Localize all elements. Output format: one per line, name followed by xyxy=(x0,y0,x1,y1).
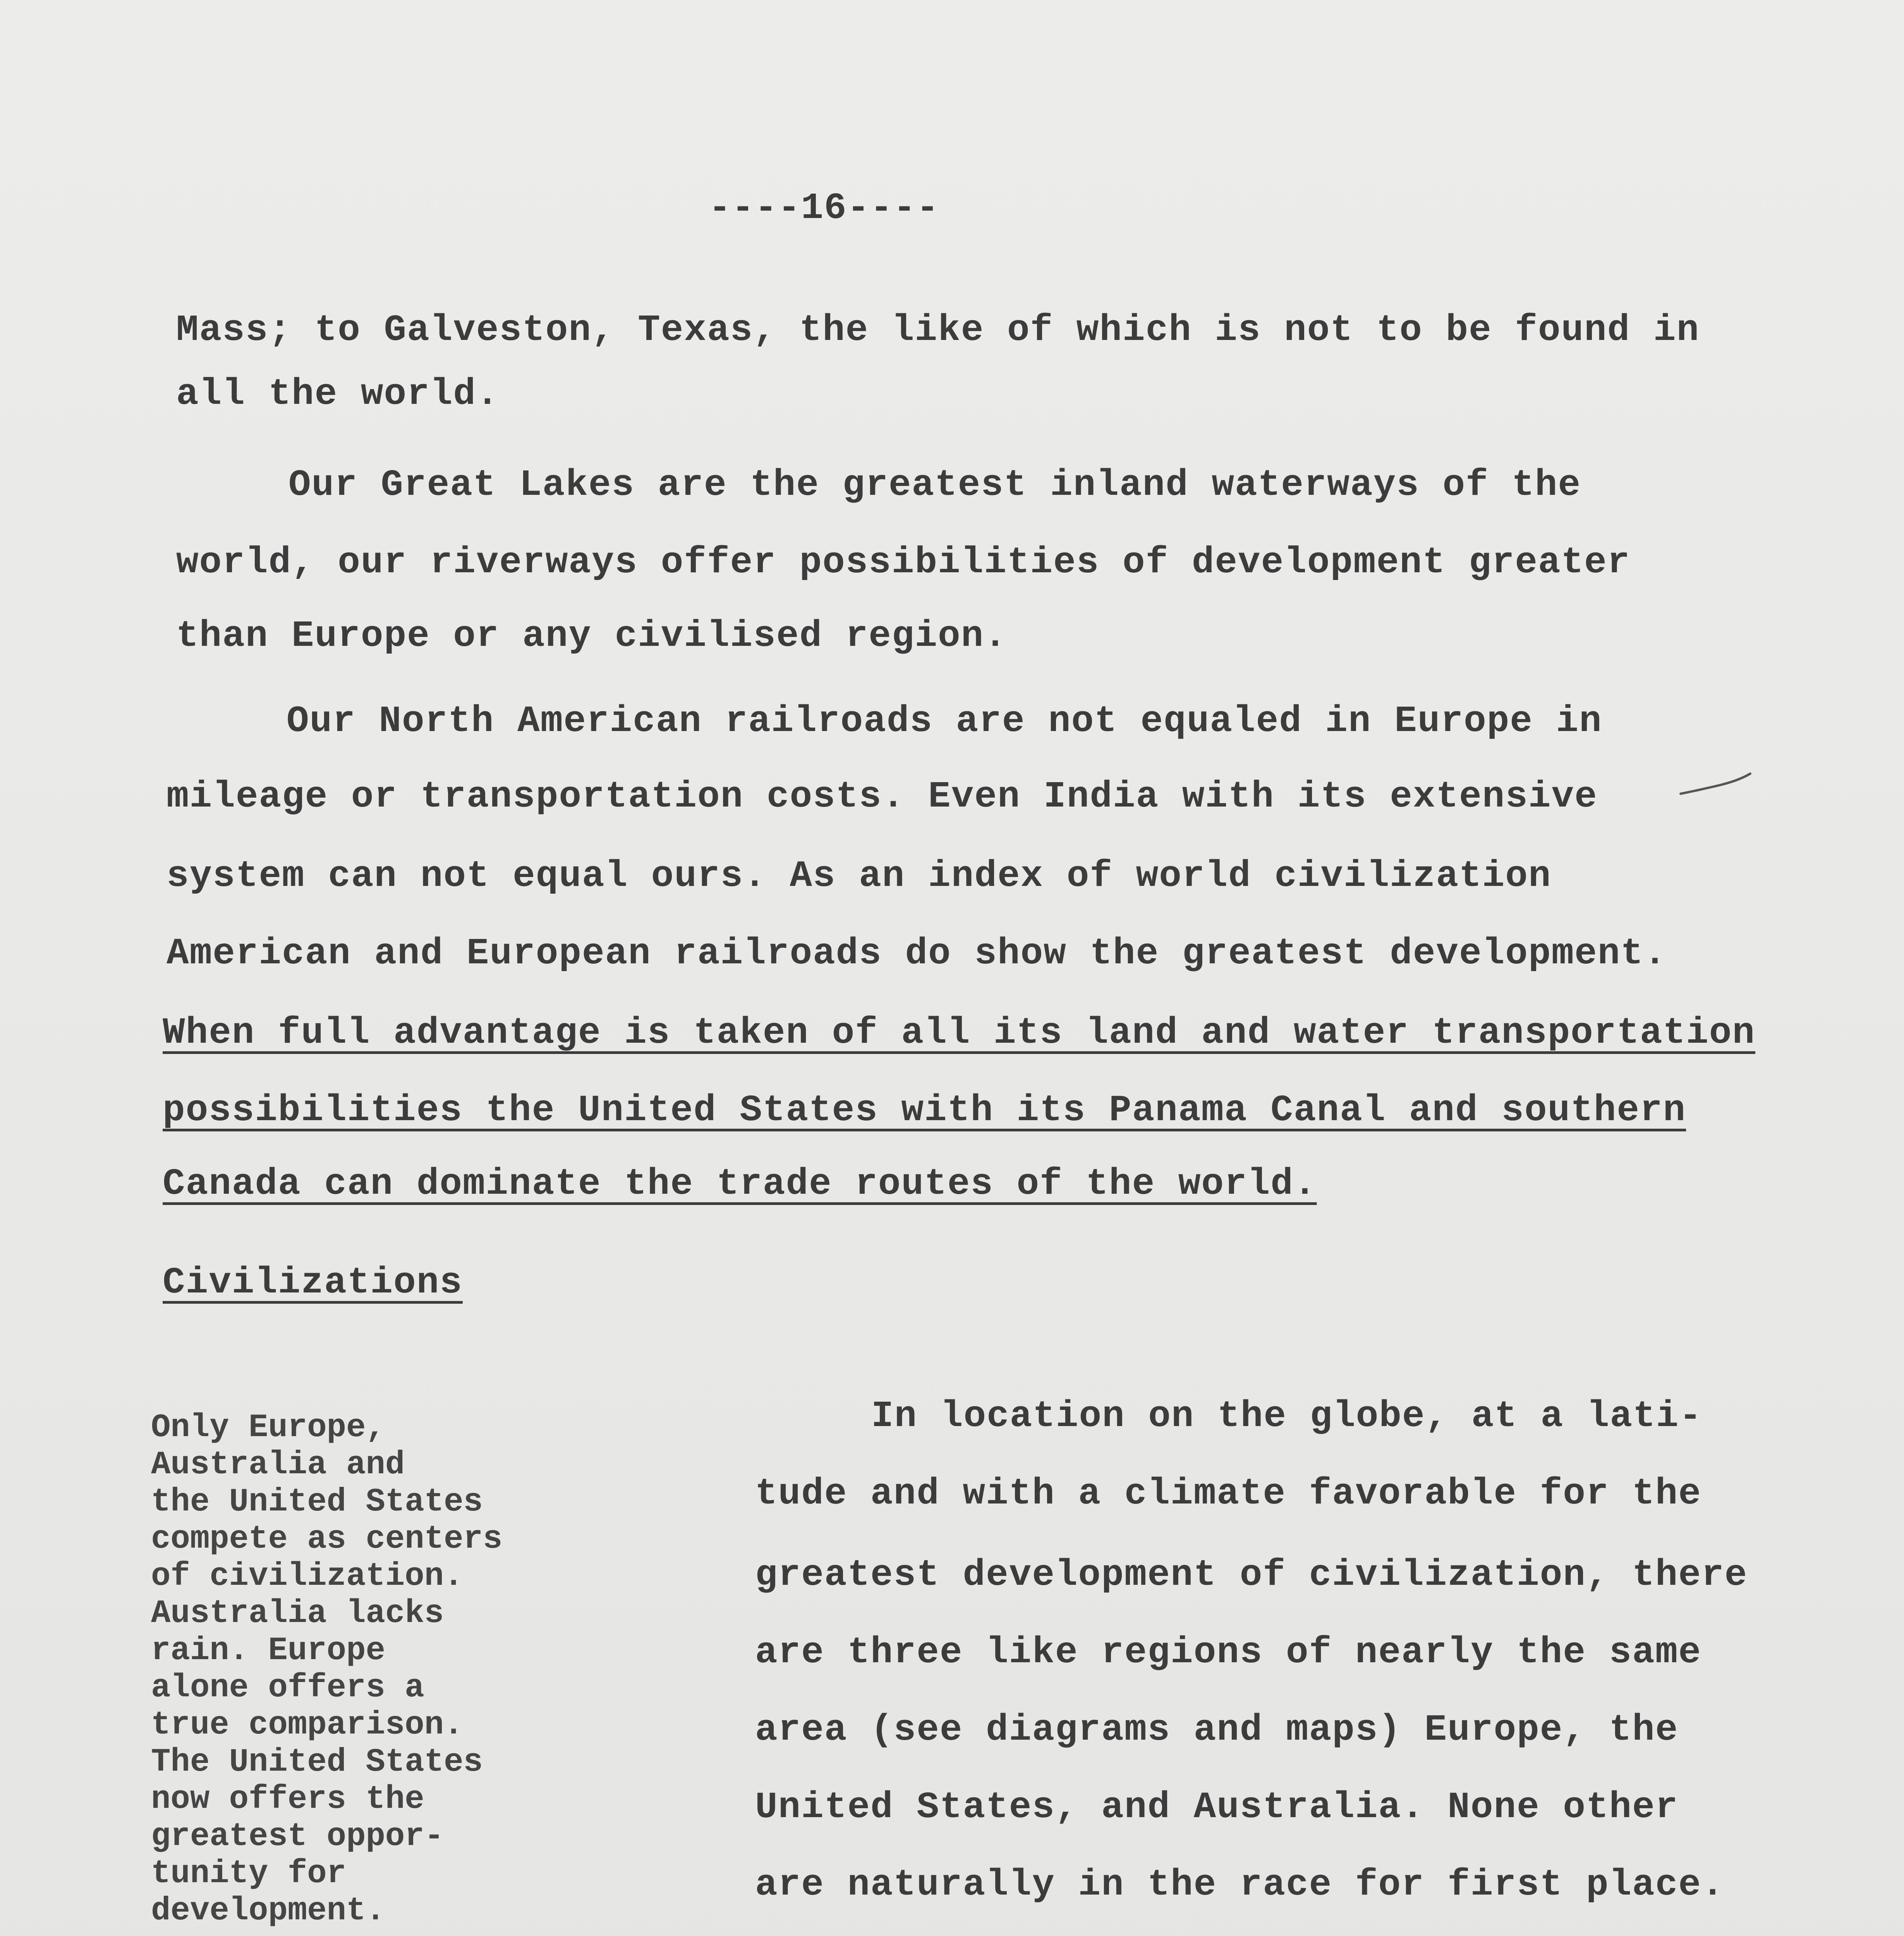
body-line: system can not equal ours. As an index of world civilization xyxy=(167,855,1552,897)
body-line: area (see diagrams and maps) Europe, the xyxy=(755,1709,1679,1751)
pencil-check-mark-icon xyxy=(1677,771,1754,805)
underlined-line: Canada can dominate the trade routes of the world. xyxy=(163,1163,1317,1205)
margin-note-line: Only Europe, xyxy=(151,1409,385,1446)
margin-note-line: of civilization. xyxy=(151,1558,464,1595)
margin-note-line: compete as centers xyxy=(151,1521,503,1558)
margin-note-line: greatest oppor- xyxy=(151,1818,444,1855)
body-line: Mass; to Galveston, Texas, the like of which is not to be found in xyxy=(176,309,1700,351)
body-line: American and European railroads do show the greatest development. xyxy=(167,932,1667,975)
margin-note-line: The United States xyxy=(151,1744,483,1781)
underlined-line: When full advantage is taken of all its land and water transportation xyxy=(163,1012,1756,1054)
body-line: are three like regions of nearly the same xyxy=(755,1631,1701,1673)
margin-note-line: the United States xyxy=(151,1484,483,1521)
body-line: greatest development of civilization, there xyxy=(755,1554,1748,1596)
body-line: Our Great Lakes are the greatest inland waterways of the xyxy=(288,464,1581,506)
page-number: ----16---- xyxy=(709,187,940,229)
margin-note-line: development. xyxy=(151,1893,385,1929)
margin-note xyxy=(151,1409,502,1930)
margin-note-line: Australia lacks xyxy=(151,1595,444,1632)
body-line: world, our riverways offer possibilities of development greater xyxy=(176,541,1631,584)
body-line: than Europe or any civilised region. xyxy=(176,615,1007,657)
margin-note-line: rain. Europe xyxy=(151,1632,385,1669)
margin-note-line: tunity for xyxy=(151,1855,347,1892)
body-line: are naturally in the race for first place. xyxy=(755,1864,1725,1906)
body-line: United States, and Australia. None other xyxy=(755,1786,1679,1828)
margin-note-line: true comparison. xyxy=(151,1707,464,1744)
underlined-line: possibilities the United States with its Panama Canal and southern xyxy=(163,1089,1686,1131)
margin-note-line: alone offers a xyxy=(151,1670,424,1706)
body-line: In location on the globe, at a lati- xyxy=(871,1395,1702,1437)
body-line: tude and with a climate favorable for the xyxy=(755,1473,1701,1515)
body-line: Our North American railroads are not equaled in Europe in xyxy=(287,700,1602,742)
body-line: all the world. xyxy=(176,373,500,415)
body-line: mileage or transportation costs. Even India with its extensive xyxy=(167,776,1598,818)
margin-note-line: now offers the xyxy=(151,1781,424,1818)
section-heading: Civilizations xyxy=(163,1261,463,1304)
margin-note-line: Australia and xyxy=(151,1447,405,1483)
